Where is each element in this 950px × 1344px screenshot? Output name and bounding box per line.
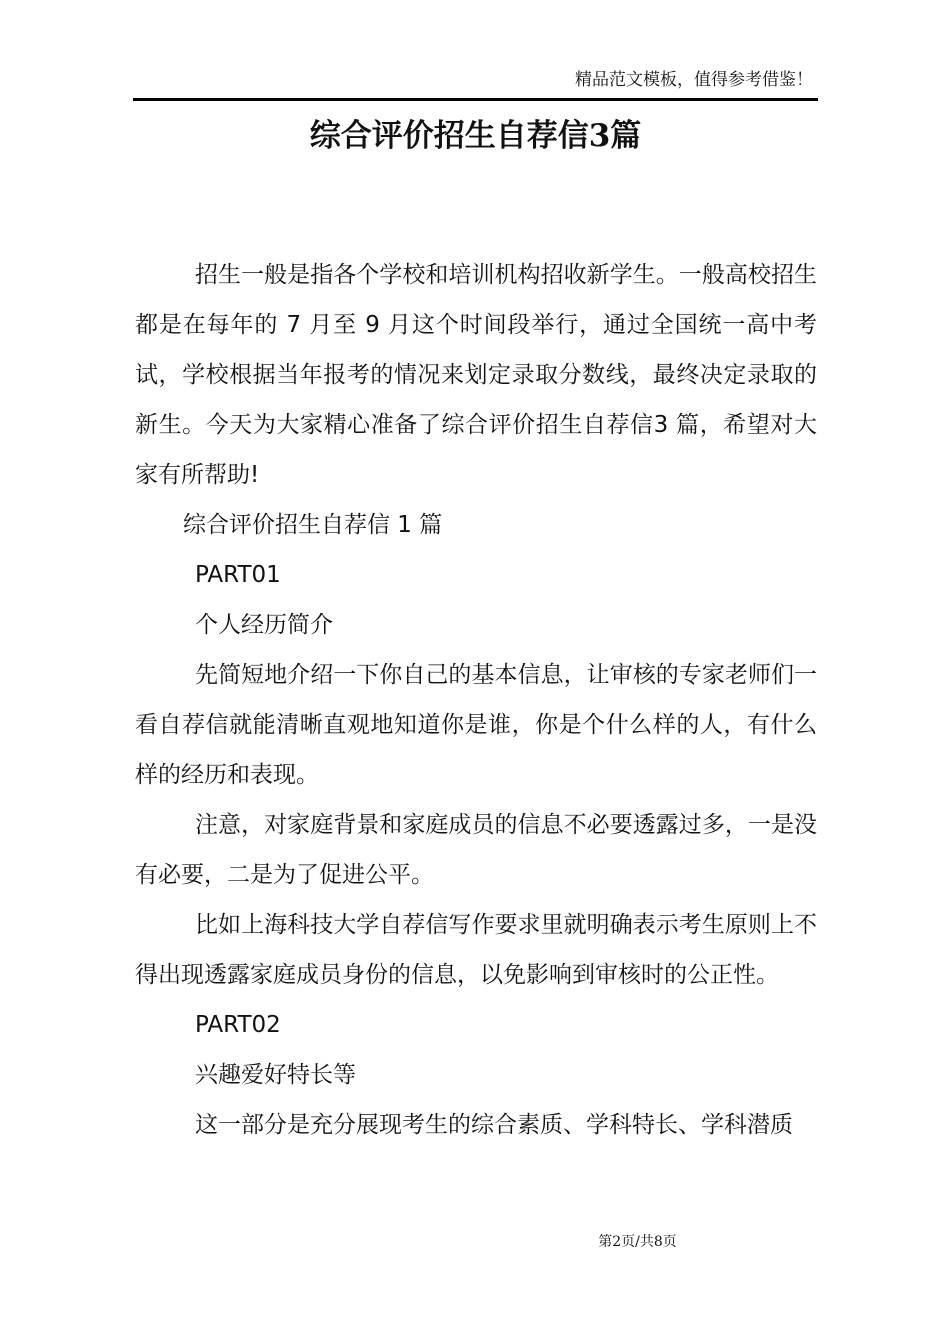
header-rule	[133, 98, 818, 101]
part-heading: PART01	[195, 562, 281, 588]
section-title: 综合评价招生自荐信 1 篇	[183, 512, 443, 538]
body-paragraph: 比如上海科技大学自荐信写作要求里就明确表示考生原则上不得出现透露家庭成员身份的信息，以免影响到审核时的公正性。	[135, 912, 817, 988]
body-paragraph: 注意，对家庭背景和家庭成员的信息不必要透露过多，一是没有必要，二是为了促进公平。	[135, 812, 817, 888]
header-note: 精品范文模板，值得参考借鉴！	[575, 70, 813, 90]
document-body	[135, 250, 817, 1150]
body-paragraph: 先简短地介绍一下你自己的基本信息，让审核的专家老师们一看自荐信就能清晰直观地知道你是谁，你是个什么样的人，有什么样的经历和表现。	[135, 662, 817, 788]
page-number: 第2页/共8页	[598, 1234, 677, 1250]
document-title: 综合评价招生自荐信3篇	[309, 118, 642, 154]
subsection-heading: 兴趣爱好特长等	[195, 1062, 356, 1088]
intro-paragraph: 招生一般是指各个学校和培训机构招收新学生。一般高校招生都是在每年的 7 月至 9 月这个时间段举行，通过全国统一高中考试，学校根据当年报考的情况来划定录取分数线，最终决定录取的新生。今天为大家精心准备了综合评价招生自荐信3 篇，希望对大家有所帮助!	[135, 262, 817, 488]
body-paragraph: 这一部分是充分展现考生的综合素质、学科特长、学科潜质	[195, 1112, 793, 1138]
subsection-heading: 个人经历简介	[195, 612, 333, 638]
part-heading: PART02	[195, 1012, 281, 1038]
